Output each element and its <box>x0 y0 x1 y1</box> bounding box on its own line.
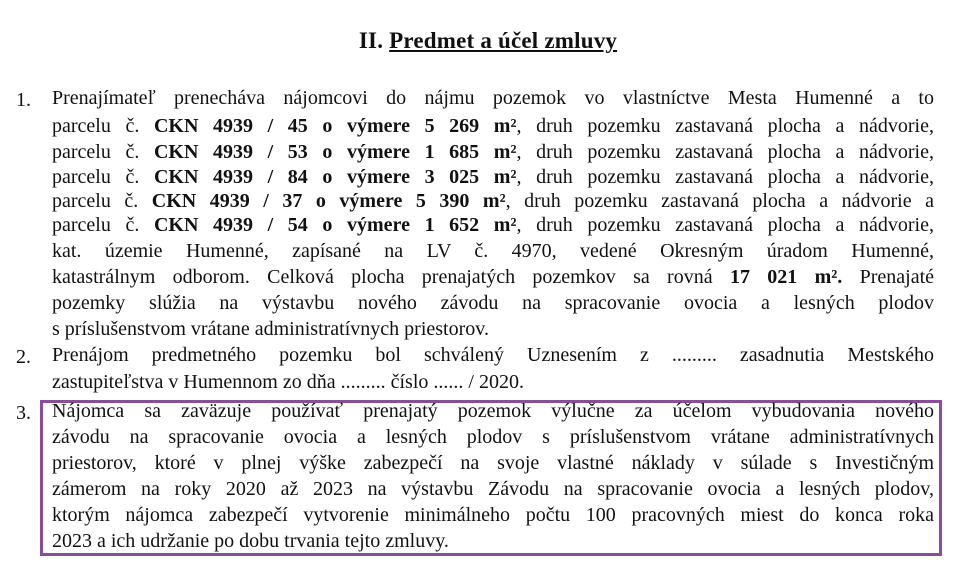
item-3-line-1: Nájomca sa zaväzuje používať prenajatý pozemok výlučne za účelom vybudovania nového <box>52 400 934 422</box>
item-3-line-2: závodu na spracovanie ovocia a lesných plodov s príslušenstvom vrátane administratívnych <box>52 426 934 448</box>
item-1-number: 1. <box>16 89 31 111</box>
parcel-spec: CKN 4939 / 37 o výmere 5 390 m² <box>151 190 506 212</box>
item-3-line-5: ktorým nájomca zabezpečí vytvorenie minimálneho počtu 100 pracovných miest do konca roka <box>52 504 934 526</box>
item-1-parcel-line: parcelu č. CKN 4939 / 37 o výmere 5 390 m², druh pozemku zastavaná plocha a nádvorie a <box>52 190 934 212</box>
item-2-line-2: zastupiteľstva v Humennom zo dňa ......... číslo ...... / 2020. <box>52 371 524 393</box>
item-3-line-3: priestorov, ktoré v plnej výške zabezpečí na svoje vlastné náklady v súlade s Investičným <box>52 452 934 474</box>
item-1-line-9: pozemky slúžia na výstavbu nového závodu na spracovanie ovocia a lesných plodov <box>52 292 934 314</box>
item-1-parcel-line: parcelu č. CKN 4939 / 45 o výmere 5 269 m², druh pozemku zastavaná plocha a nádvorie, <box>52 115 934 137</box>
section-heading <box>0 28 976 54</box>
item-1-total-line: katastrálnym odborom. Celková plocha prenajatých pozemkov sa rovná 17 021 m². Prenajaté <box>52 266 935 288</box>
item-3-line-6: 2023 a ich udržanie po dobu trvania tejto zmluvy. <box>52 530 449 552</box>
parcel-spec: CKN 4939 / 45 o výmere 5 269 m² <box>153 115 517 137</box>
item-1-line-7: kat. územie Humenné, zapísané na LV č. 4970, vedené Okresným úradom Humenné, <box>52 240 934 262</box>
item-1-line-1: Prenajímateľ prenecháva nájomcovi do nájmu pozemok vo vlastníctve Mesta Humenné a to <box>52 87 934 109</box>
total-area: 17 021 m². <box>729 266 843 288</box>
item-1-line-10: s príslušenstvom vrátane administratívnych priestorov. <box>52 318 489 340</box>
item-1-parcel-line: parcelu č. CKN 4939 / 84 o výmere 3 025 m², druh pozemku zastavaná plocha a nádvorie, <box>52 166 934 188</box>
section-number: II. <box>358 28 384 53</box>
item-1-parcel-line: parcelu č. CKN 4939 / 53 o výmere 1 685 m², druh pozemku zastavaná plocha a nádvorie, <box>52 141 934 163</box>
item-2-line-1: Prenájom predmetného pozemku bol schválený Uznesením z ......... zasadnutia Mestského <box>52 344 934 366</box>
item-3-line-4: zámerom na roky 2020 až 2023 na výstavbu Závodu na spracovanie ovocia a lesných plodov, <box>52 478 934 500</box>
section-title: Predmet a účel zmluvy <box>389 28 618 53</box>
parcel-spec: CKN 4939 / 54 o výmere 1 652 m² <box>153 214 517 236</box>
parcel-spec: CKN 4939 / 84 o výmere 3 025 m² <box>153 166 517 188</box>
item-3-number: 3. <box>16 402 31 424</box>
item-2-number: 2. <box>16 346 31 368</box>
item-1-parcel-line: parcelu č. CKN 4939 / 54 o výmere 1 652 m², druh pozemku zastavaná plocha a nádvorie, <box>52 214 934 236</box>
parcel-spec: CKN 4939 / 53 o výmere 1 685 m² <box>153 141 517 163</box>
